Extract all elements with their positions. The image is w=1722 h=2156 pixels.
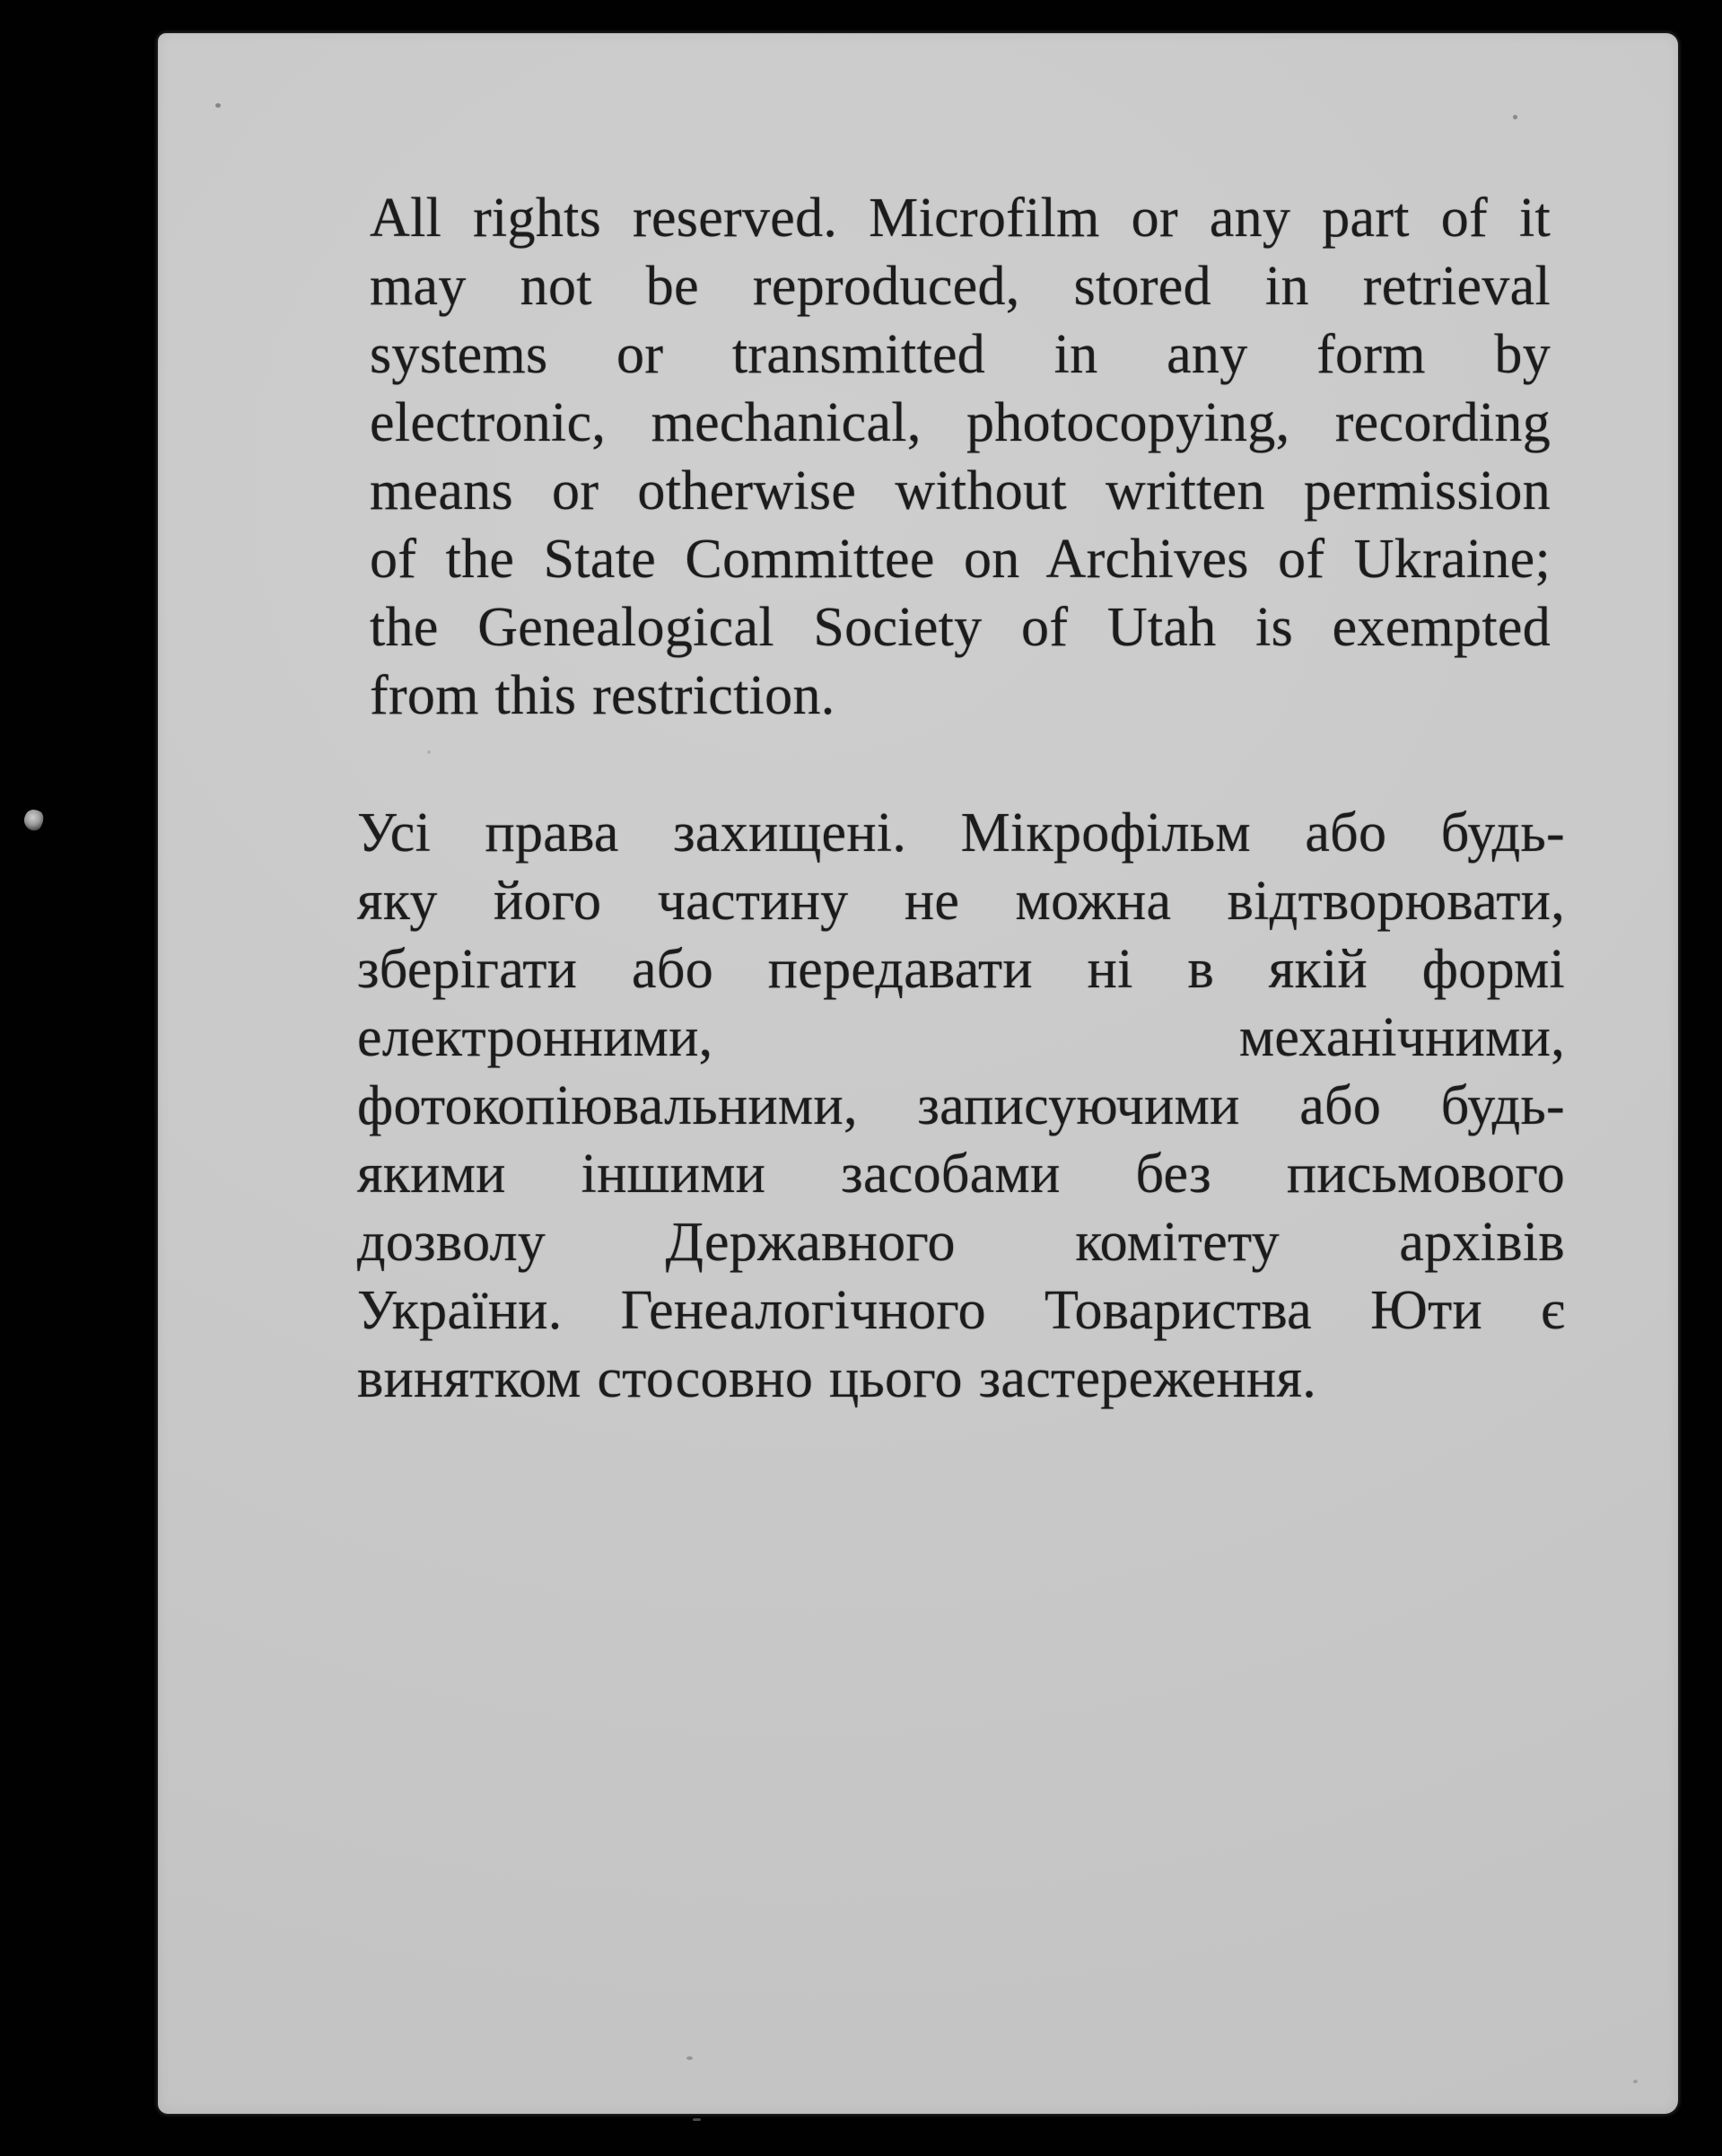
text-line: якими іншими засобами без письмового bbox=[357, 1144, 1565, 1205]
text-line: дозволу Державного комітету архівів bbox=[357, 1212, 1565, 1273]
text-line: яку його частину не можна відтворювати, bbox=[357, 871, 1565, 932]
film-speck bbox=[215, 103, 221, 108]
film-speck bbox=[693, 2118, 701, 2121]
text-line: may not be reproduced, stored in retrieval bbox=[370, 256, 1551, 317]
text-line: фотокопіювальними, записуючими або будь- bbox=[357, 1075, 1565, 1136]
text-block bbox=[357, 184, 1565, 1413]
text-line: the Genealogical Society of Utah is exempted bbox=[370, 597, 1551, 658]
text-line: All rights reserved. Microfilm or any part of it bbox=[370, 188, 1551, 249]
film-speck bbox=[686, 2056, 693, 2060]
text-line: from this restriction. bbox=[370, 665, 835, 726]
text-line: of the State Committee on Archives of Ukraine; bbox=[370, 529, 1551, 590]
ukrainian-copyright-paragraph bbox=[357, 799, 1565, 1413]
text-line: зберігати або передавати ні в якій формі bbox=[357, 939, 1565, 1000]
film-speck bbox=[1633, 2080, 1638, 2083]
text-line: винятком стосовно цього застереження. bbox=[357, 1348, 1317, 1409]
text-line: electronic, mechanical, photocopying, recording bbox=[370, 392, 1551, 453]
document-page bbox=[158, 33, 1678, 2114]
text-line: systems or transmitted in any form by bbox=[370, 324, 1551, 385]
english-copyright-paragraph bbox=[370, 184, 1551, 730]
film-speck bbox=[427, 750, 431, 754]
film-speck bbox=[1513, 115, 1517, 119]
text-line: means or otherwise without written permission bbox=[370, 460, 1551, 521]
text-line: електронними, механічними, bbox=[357, 1007, 1565, 1068]
film-debris-blob bbox=[21, 807, 47, 834]
text-line: України. Генеалогічного Товариства Юти є bbox=[357, 1280, 1565, 1341]
text-line: Усі права захищені. Мікрофільм або будь- bbox=[357, 802, 1565, 863]
